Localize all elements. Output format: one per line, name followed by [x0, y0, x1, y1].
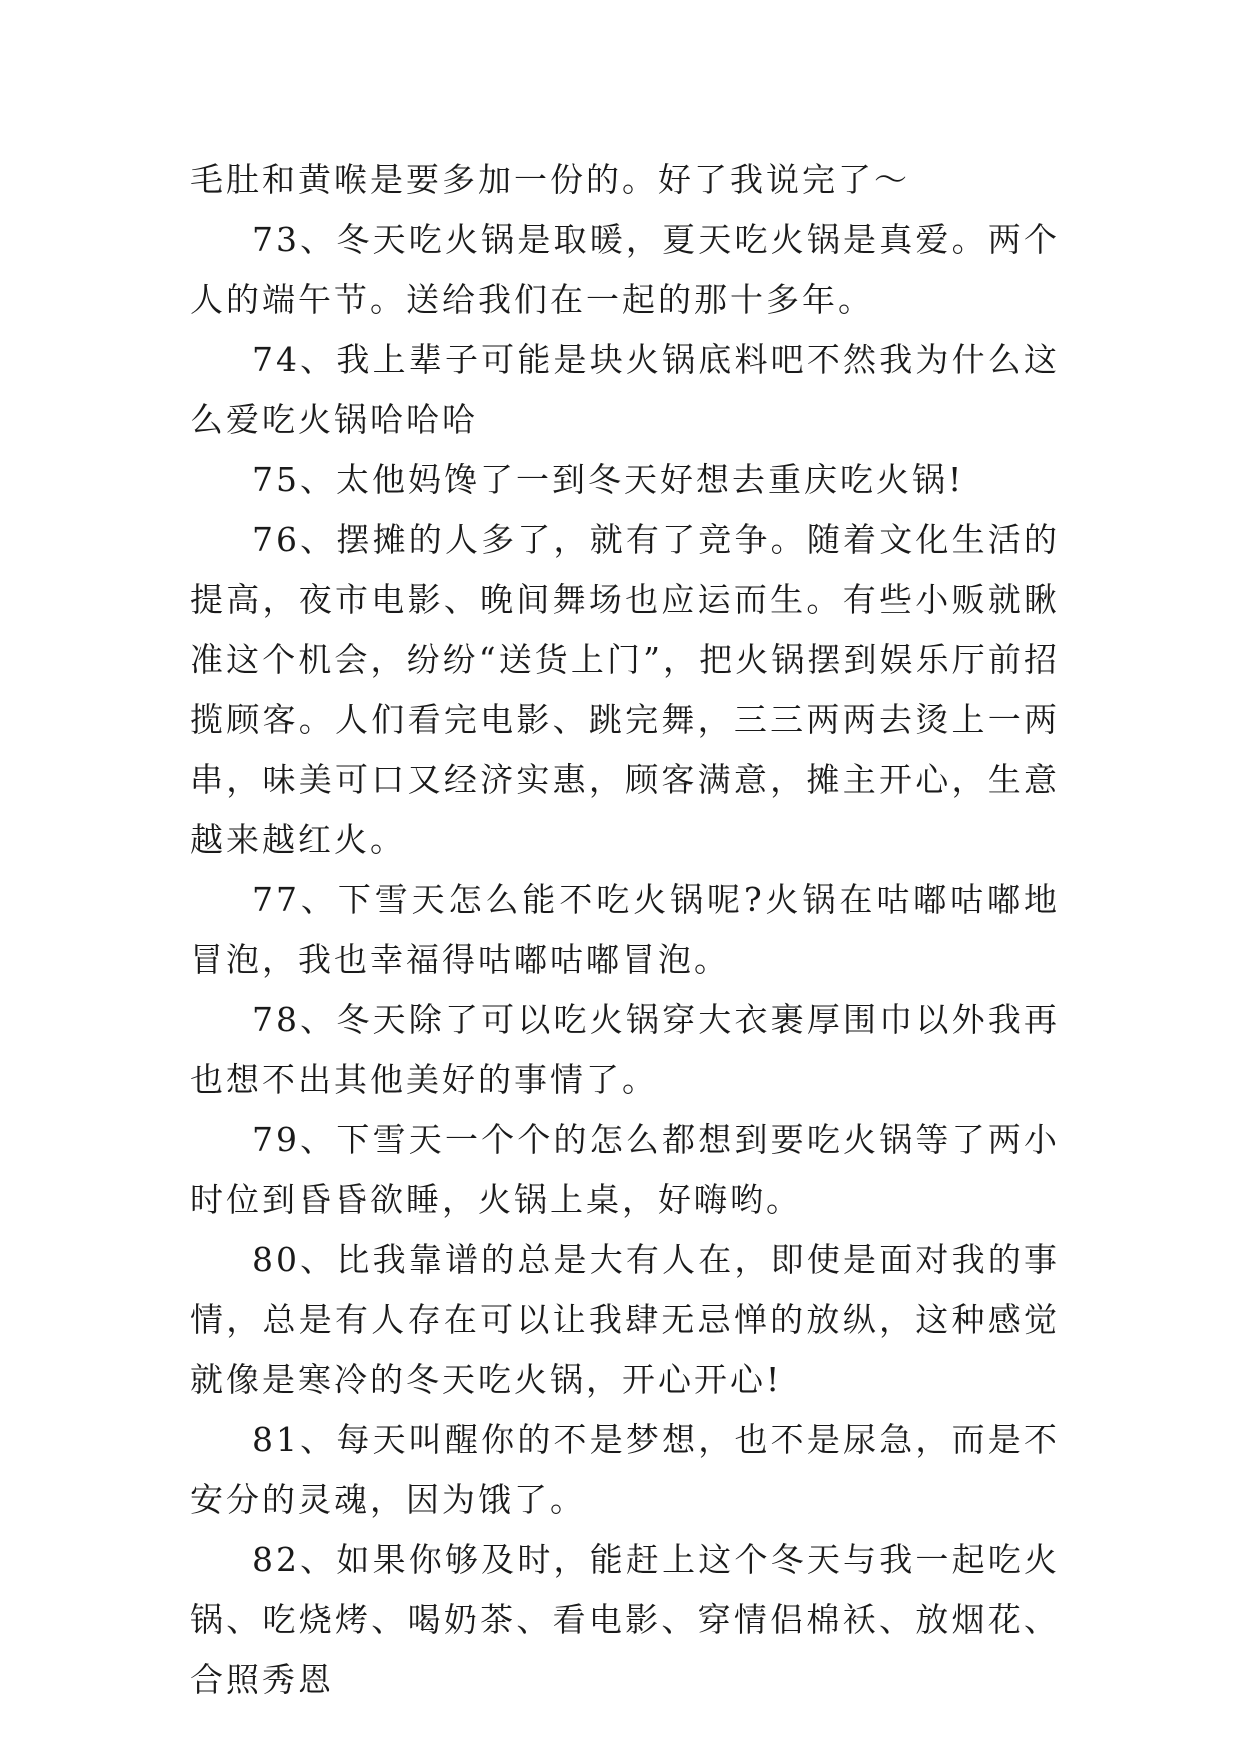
paragraph-78: 78、冬天除了可以吃火锅穿大衣裹厚围巾以外我再也想不出其他美好的事情了。	[190, 1000, 1060, 1099]
paragraph-73: 73、冬天吃火锅是取暖，夏天吃火锅是真爱。两个人的端午节。送给我们在一起的那十多年。	[190, 220, 1060, 319]
paragraph-82: 82、如果你够及时，能赶上这个冬天与我一起吃火锅、吃烧烤、喝奶茶、看电影、穿情侣棉袄、放烟花、合照秀恩	[190, 1540, 1060, 1699]
paragraph-76: 76、摆摊的人多了，就有了竞争。随着文化生活的提高，夜市电影、晚间舞场也应运而生。有些小贩就瞅准这个机会，纷纷“送货上门”，把火锅摆到娱乐厅前招揽顾客。人们看完电影、跳完舞，三三两两去烫上一两串，味美可口又经济实惠，顾客满意，摊主开心，生意越来越红火。	[190, 520, 1060, 859]
paragraph-77: 77、下雪天怎么能不吃火锅呢?火锅在咕嘟咕嘟地冒泡，我也幸福得咕嘟咕嘟冒泡。	[190, 880, 1060, 979]
paragraph-81: 81、每天叫醒你的不是梦想，也不是尿急，而是不安分的灵魂，因为饿了。	[190, 1420, 1060, 1519]
paragraph-75: 75、太他妈馋了一到冬天好想去重庆吃火锅!	[252, 460, 965, 499]
document-body	[190, 150, 1060, 1710]
paragraph-continuation: 毛肚和黄喉是要多加一份的。好了我说完了～	[190, 160, 910, 199]
paragraph-80: 80、比我靠谱的总是大有人在，即使是面对我的事情，总是有人存在可以让我肆无忌惮的放纵，这种感觉就像是寒冷的冬天吃火锅，开心开心!	[190, 1240, 1060, 1399]
paragraph-79: 79、下雪天一个个的怎么都想到要吃火锅等了两小时位到昏昏欲睡，火锅上桌，好嗨哟。	[190, 1120, 1060, 1219]
paragraph-74: 74、我上辈子可能是块火锅底料吧不然我为什么这么爱吃火锅哈哈哈	[190, 340, 1060, 439]
